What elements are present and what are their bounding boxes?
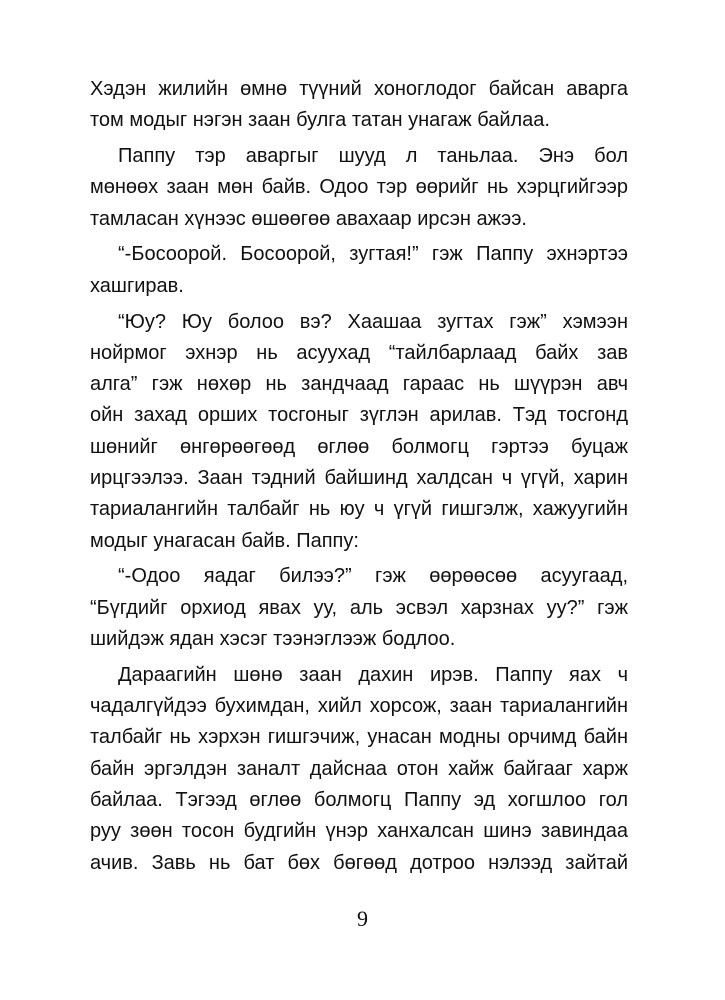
text-line: талбайг нь хэрхэн гишгэчиж, унасан модны орчимд байн <box>90 726 628 749</box>
text-line: том модыг нэгэн заан булга татан унагаж байлаа. <box>90 109 550 132</box>
text-line: шөнийг өнгөрөөгөөд өглөө болмогц гэртээ буцаж <box>90 435 628 458</box>
text-line: Паппу тэр аваргыг шууд л таньлаа. Энэ бол <box>118 145 628 168</box>
text-line: хашгирав. <box>90 274 184 297</box>
text-line: Хэдэн жилийн өмнө түүний хоноглодог байсан аварга <box>90 78 628 100</box>
text-line: “Бүгдийг орхиод явах уу, аль эсвэл харзнах уу?” гэж <box>90 596 628 619</box>
text-line: шийдэж ядан хэсэг тээнэглээж бодлоо. <box>90 628 456 651</box>
body-text <box>90 74 628 879</box>
text-line: байн эргэлдэн заналт дайснаа отон хайж байгааг харж <box>90 757 628 780</box>
text-line: тамласан хүнээс өшөөгөө авахаар ирсэн ажээ. <box>90 207 527 230</box>
text-line: байлаа. Тэгээд өглөө болмогц Паппу эд хогшлоо гол <box>90 789 628 812</box>
text-line: ачив. Завь нь бат бөх бөгөөд дотроо нэлээд зайтай <box>90 851 628 874</box>
text-line: тариалангийн талбайг нь юу ч үгүй гишгэлж, хажуугийн <box>90 498 628 521</box>
text-line: ойн захад орших тосгоныг зүглэн арилав. Тэд тосгонд <box>90 404 628 427</box>
text-line: “-Одоо яадаг билээ?” гэж өөрөөсөө асуугаад, <box>118 565 628 588</box>
page-number: 9 <box>357 906 368 931</box>
text-line: мөнөөх заан мөн байв. Одоо тэр өөрийг нь хэрцгийгээр <box>90 176 628 199</box>
text-line: Дараагийн шөнө заан дахин ирэв. Паппу яах ч <box>118 663 628 686</box>
text-line: модыг унагасан байв. Паппу: <box>90 529 359 552</box>
text-line: руу зөөн тосон будгийн үнэр ханхалсан шинэ завиндаа <box>90 820 628 843</box>
text-line: чадалгүйдээ бухимдан, хийл хорсож, заан тариалангийн <box>90 695 628 718</box>
text-line: “Юу? Юу болоо вэ? Хаашаа зугтах гэж” хэмээн <box>118 310 628 333</box>
text-line: “-Босоорой. Босоорой, зугтая!” гэж Паппу эхнэртээ <box>118 243 628 266</box>
text-line: ирцгээлээ. Заан тэдний байшинд халдсан ч үгүй, харин <box>90 467 628 490</box>
text-line: алга” гэж нөхөр нь зандчаад гараас нь шүүрэн авч <box>90 373 628 396</box>
text-line: нойрмог эхнэр нь асуухад “тайлбарлаад байх зав <box>90 341 628 364</box>
